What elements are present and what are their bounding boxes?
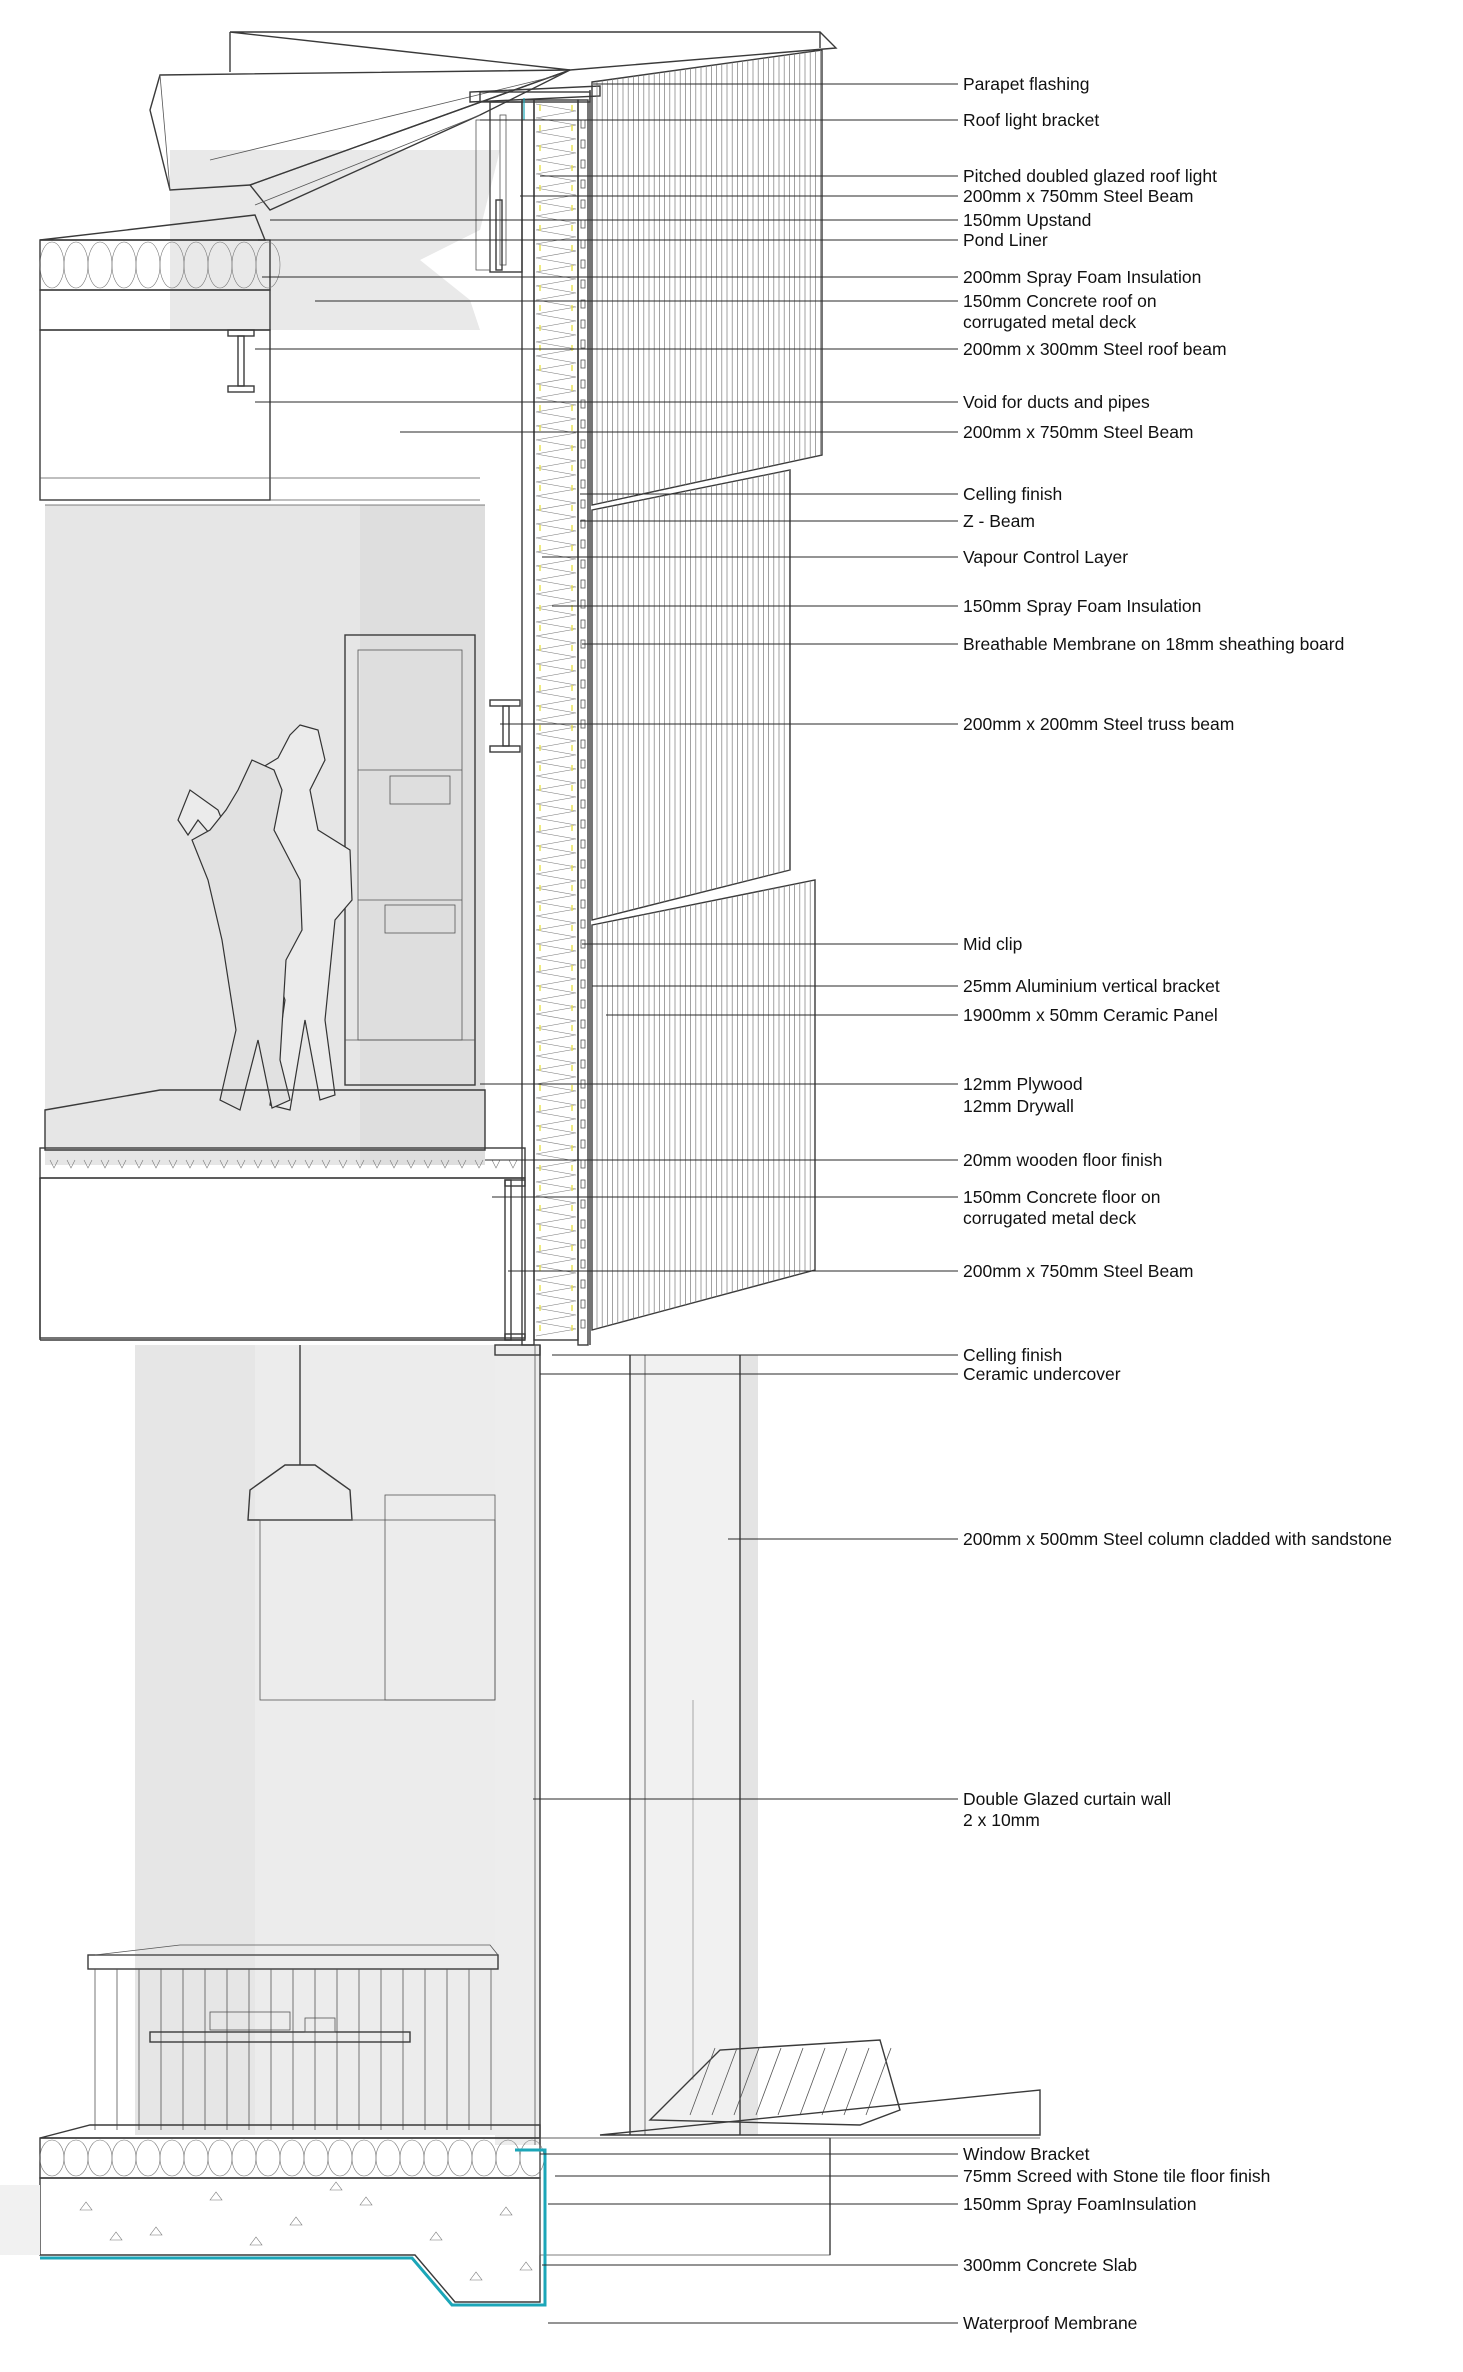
annotation-label: Ceramic undercover [963, 1364, 1121, 1384]
parapet [470, 86, 600, 272]
annotation-label: 200mm x 200mm Steel truss beam [963, 714, 1235, 734]
wall-build-up [522, 90, 590, 1345]
annotation-label: Z - Beam [963, 511, 1035, 531]
annotation-labels [963, 74, 1392, 2333]
annotation-label: Celling finish [963, 1345, 1063, 1365]
annotation-label: 200mm x 300mm Steel roof beam [963, 339, 1227, 359]
roof-light [150, 32, 836, 210]
annotation-label: 150mm Upstand [963, 210, 1092, 230]
annotation-label: corrugated metal deck [963, 1208, 1137, 1228]
annotation-label: 200mm Spray Foam Insulation [963, 267, 1202, 287]
annotation-label: 2 x 10mm [963, 1810, 1040, 1830]
annotation-label: 150mm Concrete floor on [963, 1187, 1161, 1207]
annotation-label: 75mm Screed with Stone tile floor finish [963, 2166, 1271, 2186]
annotation-label: 20mm wooden floor finish [963, 1150, 1163, 1170]
annotation-label: 150mm Spray Foam Insulation [963, 596, 1202, 616]
annotation-label: Void for ducts and pipes [963, 392, 1150, 412]
annotation-label: corrugated metal deck [963, 312, 1137, 332]
annotation-label: Window Bracket [963, 2144, 1090, 2164]
annotation-label: Mid clip [963, 934, 1023, 954]
annotation-label: 12mm Drywall [963, 1096, 1074, 1116]
annotation-label: Vapour Control Layer [963, 547, 1129, 567]
annotation-label: 200mm x 750mm Steel Beam [963, 1261, 1194, 1281]
annotation-label: Parapet flashing [963, 74, 1090, 94]
ceramic-cladding [592, 50, 822, 1330]
annotation-label: Pitched doubled glazed roof light [963, 166, 1217, 186]
annotation-label: 150mm Concrete roof on [963, 291, 1157, 311]
annotation-label: 200mm x 500mm Steel column cladded with sandstone [963, 1529, 1392, 1549]
annotation-label: 12mm Plywood [963, 1074, 1083, 1094]
annotation-label: Breathable Membrane on 18mm sheathing board [963, 634, 1345, 654]
annotation-label: 300mm Concrete Slab [963, 2255, 1138, 2275]
annotation-label: 200mm x 750mm Steel Beam [963, 422, 1194, 442]
annotation-label: 200mm x 750mm Steel Beam [963, 186, 1194, 206]
annotation-label: 150mm Spray FoamInsulation [963, 2194, 1197, 2214]
annotation-label: Double Glazed curtain wall [963, 1789, 1172, 1809]
annotation-label: Pond Liner [963, 230, 1048, 250]
annotation-label: Waterproof Membrane [963, 2313, 1138, 2333]
annotation-label: 25mm Aluminium vertical bracket [963, 976, 1220, 996]
annotation-label: Celling finish [963, 484, 1063, 504]
annotation-label: 1900mm x 50mm Ceramic Panel [963, 1005, 1218, 1025]
annotation-label: Roof light bracket [963, 110, 1100, 130]
steel-beams [490, 200, 525, 1340]
